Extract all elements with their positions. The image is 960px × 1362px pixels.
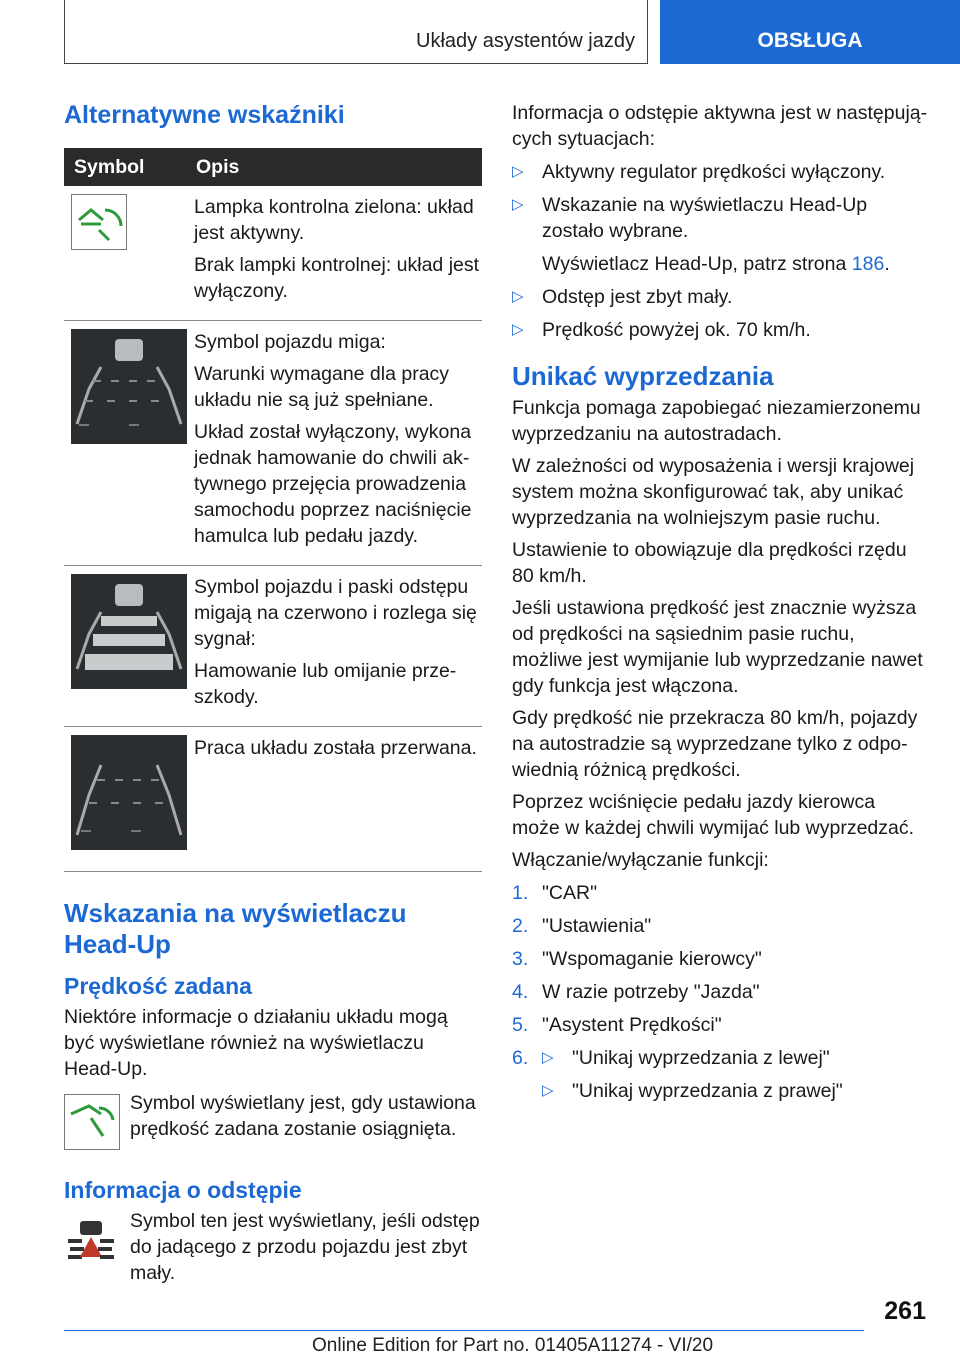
page-link[interactable]: 186 (851, 253, 885, 275)
row1-line1: Lampka kontrolna zielona: układ jest aktywny. (194, 196, 474, 244)
hud-heading: Wskazania na wyświetlaczu Head-Up (64, 898, 407, 959)
hud-reference-end: . (884, 253, 890, 275)
row1-line2: Brak lampki kontrolnej: układ jest wyłączony. (194, 254, 480, 302)
driving-assist-icon (71, 194, 127, 250)
speed-icon-row (64, 1090, 482, 1150)
step-item: 5. "Asystent Prędkości" (512, 1014, 722, 1036)
header-frame (64, 0, 648, 64)
vehicle-distance-bars-image (71, 574, 187, 689)
step-item: 1. "CAR" (512, 882, 598, 904)
list-item: ▷ Odstęp jest zbyt mały. (512, 284, 928, 310)
table-row (64, 727, 482, 872)
paragraph: Gdy prędkość nie przekracza 80 km/h, pojazdy na autostradzie są wyprzedzane tylko z odpowiednią różnicą prędkości. (512, 707, 918, 781)
description-column-header: Opis (194, 148, 482, 186)
distance-warning-icon (64, 1212, 118, 1266)
vehicle-lane-image (71, 329, 187, 444)
row4-line1: Praca układu została przerwana. (194, 737, 477, 759)
chapter-title: Układy asystentów jazdy (416, 30, 635, 52)
table-header-row (64, 148, 482, 186)
row3-line1: Symbol pojazdu i paski odstępu migają na czerwono i rozlega się sygnał: (194, 576, 477, 650)
step-item: 4. W razie potrzeby "Jazda" (512, 981, 760, 1003)
alt-indicators-heading: Alternatywne wskaźniki (64, 101, 345, 129)
paragraph: Poprzez wciśnięcie pedału jazdy kierowca może w każdej chwili wymijać lub wyprzedzać. (512, 791, 915, 839)
row2-line2: Warunki wymagane dla pracy układu nie są już spełniane. (194, 363, 450, 411)
step-item: 2. "Ustawienia" (512, 915, 652, 937)
toggle-label: Włączanie/wyłączanie funkcji: (512, 849, 769, 871)
row2-line3: Układ został wyłączony, wykona jednak hamowanie do chwili aktywnego przejęcia prowadzenia samochodu poprzez naciśnięcie hamulca lub pedału jazdy. (194, 421, 472, 547)
page-number: 261 (884, 1297, 926, 1325)
table-row (64, 186, 482, 321)
step-item: 3. "Wspomaganie kierowcy" (512, 948, 762, 970)
symbol-column-header: Symbol (64, 148, 194, 186)
row2-line1: Symbol pojazdu miga: (194, 331, 386, 353)
avoid-overtaking-heading: Unikać wyprzedzania (512, 361, 774, 391)
step-item: 6. ▷ "Unikaj wyprzedzania z lewej" ▷ "Unikaj wyprzedzania z prawej" (512, 1045, 928, 1104)
distance-icon-row (64, 1208, 482, 1286)
edition-text: Online Edition for Part no. 01405A11274 - VI/20 (312, 1335, 714, 1356)
empty-lane-image (71, 735, 187, 850)
distance-heading: Informacja o odstępie (64, 1177, 302, 1203)
paragraph: Funkcja pomaga zapobiegać niezamierzonemu wyprzedzaniu na autostradach. (512, 397, 921, 445)
list-item: ▷ Aktywny regulator prędkości wyłączony. (512, 159, 928, 185)
right-column (512, 100, 928, 1104)
paragraph: Jeśli ustawiona prędkość jest znacznie wyższa od prędkości na sąsiednim pasie ruchu, możliwe jest wymijanie lub wyprzedzanie nawet gdy funkcja jest włączona. (512, 597, 923, 697)
option-item: ▷ "Unikaj wyprzedzania z prawej" (542, 1078, 928, 1104)
hud-reference (512, 251, 928, 277)
paragraph: Ustawienie to obowiązuje dla prędkości rzędu 80 km/h. (512, 539, 907, 587)
distance-icon-text: Symbol ten jest wyświetlany, jeśli odstęp do jadącego z przodu pojazdu jest zbyt mały. (130, 1210, 480, 1284)
option-item: ▷ "Unikaj wyprzedzania z lewej" (542, 1045, 928, 1071)
speed-reached-icon (64, 1094, 120, 1150)
table-row (64, 566, 482, 727)
speed-heading: Prędkość zadana (64, 973, 252, 999)
paragraph: W zależności od wyposażenia i wersji krajowej system można skonfigurować tak, aby unikać wyprzedzania na wolniejszym pasie ruchu. (512, 455, 915, 529)
distance-intro: Informacja o odstępie aktywna jest w następujących sytuacjach: (512, 102, 928, 150)
speed-text: Niektóre informacje o działaniu układu mogą być wyświetlane również na wyświetlaczu Head-Up. (64, 1006, 448, 1080)
table-row (64, 321, 482, 566)
hud-reference-text: Wyświetlacz Head-Up, patrz strona (542, 253, 847, 275)
list-item: ▷ Prędkość powyżej ok. 70 km/h. (512, 317, 928, 343)
indicator-table (64, 148, 482, 872)
list-item: ▷ Wskazanie na wyświetlaczu Head-Up zostało wybrane. (512, 192, 928, 244)
left-column (64, 100, 482, 1286)
section-tab[interactable]: OBSŁUGA (660, 0, 960, 64)
speed-icon-text: Symbol wyświetlany jest, gdy ustawiona prędkość zadana zostanie osiągnięta. (130, 1092, 476, 1140)
footer-divider (64, 1330, 864, 1331)
row3-line2: Hamowanie lub omijanie przeszkody. (194, 660, 457, 708)
